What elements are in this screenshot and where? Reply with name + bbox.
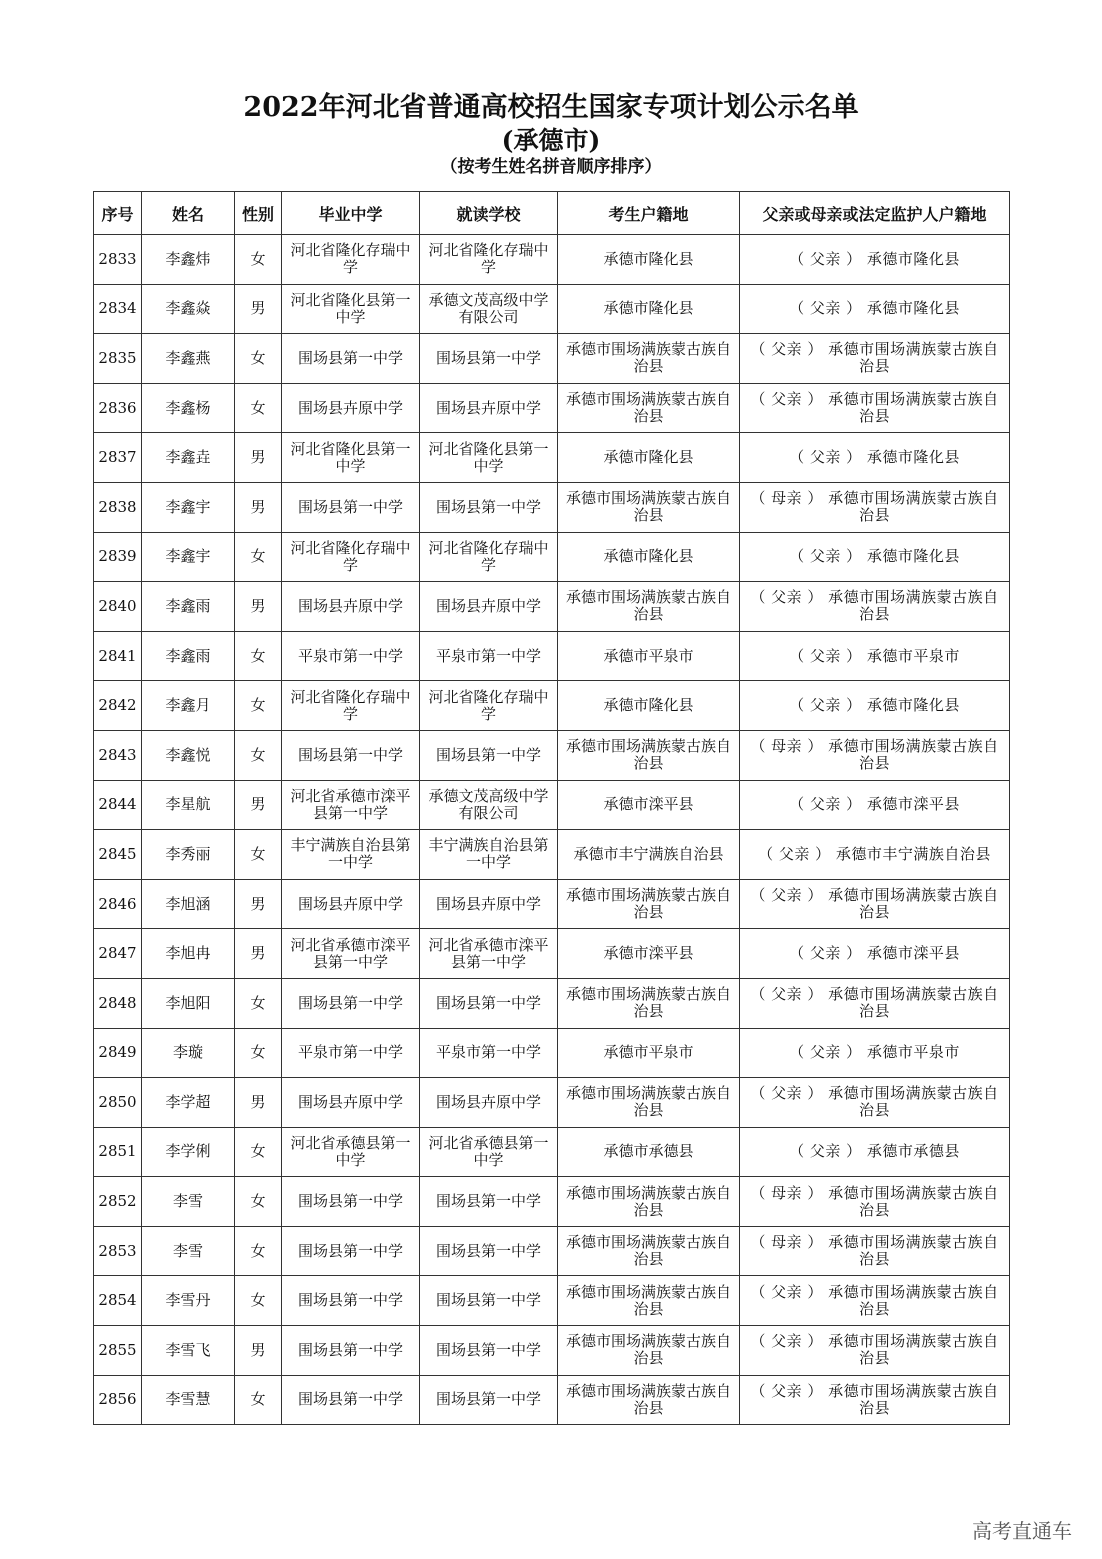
cell-household: 承德市围场满族蒙古族自治县 [558,1375,740,1425]
table-row [94,780,1010,830]
cell-gender: 女 [235,1177,282,1227]
cell-household: 承德市隆化县 [558,681,740,731]
cell-parent-household: （ 父亲 ） 承德市围场满族蒙古族自治县 [740,334,1010,384]
cell-graduation-school: 河北省隆化县第一中学 [282,284,420,334]
cell-current-school: 平泉市第一中学 [420,631,558,681]
table-row [94,1177,1010,1227]
cell-no: 2854 [94,1276,142,1326]
cell-gender: 男 [235,780,282,830]
cell-gender: 男 [235,582,282,632]
cell-name: 李鑫焱 [142,284,235,334]
table-row [94,284,1010,334]
cell-graduation-school: 河北省承德市滦平县第一中学 [282,929,420,979]
cell-no: 2838 [94,482,142,532]
cell-current-school: 河北省承德县第一中学 [420,1127,558,1177]
cell-name: 李鑫炜 [142,235,235,285]
cell-current-school: 围场县第一中学 [420,1177,558,1227]
cell-household: 承德市围场满族蒙古族自治县 [558,582,740,632]
cell-name: 李鑫垚 [142,433,235,483]
cell-no: 2843 [94,730,142,780]
cell-current-school: 围场县第一中学 [420,1276,558,1326]
cell-household: 承德市围场满族蒙古族自治县 [558,1078,740,1128]
cell-gender: 女 [235,681,282,731]
cell-no: 2853 [94,1226,142,1276]
cell-gender: 女 [235,1226,282,1276]
cell-parent-household: （ 父亲 ） 承德市滦平县 [740,780,1010,830]
cell-graduation-school: 围场县第一中学 [282,1177,420,1227]
cell-no: 2856 [94,1375,142,1425]
cell-parent-household: （ 父亲 ） 承德市平泉市 [740,1028,1010,1078]
cell-graduation-school: 围场县卉原中学 [282,582,420,632]
cell-no: 2835 [94,334,142,384]
cell-graduation-school: 围场县第一中学 [282,1226,420,1276]
cell-parent-household: （ 父亲 ） 承德市围场满族蒙古族自治县 [740,879,1010,929]
table-row [94,1078,1010,1128]
cell-parent-household: （ 父亲 ） 承德市丰宁满族自治县 [740,830,1010,880]
cell-gender: 男 [235,284,282,334]
cell-graduation-school: 河北省隆化存瑞中学 [282,235,420,285]
cell-current-school: 承德文茂高级中学有限公司 [420,284,558,334]
cell-current-school: 围场县第一中学 [420,730,558,780]
cell-household: 承德市隆化县 [558,235,740,285]
cell-current-school: 河北省隆化县第一中学 [420,433,558,483]
cell-household: 承德市围场满族蒙古族自治县 [558,1177,740,1227]
cell-no: 2848 [94,978,142,1028]
table-row [94,334,1010,384]
cell-no: 2844 [94,780,142,830]
table-row [94,582,1010,632]
cell-no: 2846 [94,879,142,929]
sort-note: （按考生姓名拼音顺序排序） [440,157,662,177]
table-row [94,929,1010,979]
cell-name: 李鑫宇 [142,482,235,532]
cell-no: 2836 [94,383,142,433]
table-row [94,879,1010,929]
cell-gender: 男 [235,929,282,979]
col-header-current-school: 就读学校 [420,192,558,235]
cell-current-school: 围场县第一中学 [420,1326,558,1376]
table-row [94,235,1010,285]
cell-current-school: 承德文茂高级中学有限公司 [420,780,558,830]
table-row [94,978,1010,1028]
cell-graduation-school: 围场县第一中学 [282,1326,420,1376]
cell-graduation-school: 围场县卉原中学 [282,879,420,929]
cell-household: 承德市围场满族蒙古族自治县 [558,730,740,780]
cell-name: 李雪 [142,1177,235,1227]
cell-household: 承德市平泉市 [558,631,740,681]
cell-current-school: 围场县第一中学 [420,1375,558,1425]
cell-name: 李雪慧 [142,1375,235,1425]
col-header-graduation-school: 毕业中学 [282,192,420,235]
cell-graduation-school: 围场县第一中学 [282,482,420,532]
cell-gender: 女 [235,334,282,384]
cell-parent-household: （ 父亲 ） 承德市围场满族蒙古族自治县 [740,1078,1010,1128]
cell-current-school: 河北省隆化存瑞中学 [420,532,558,582]
cell-no: 2852 [94,1177,142,1227]
cell-household: 承德市围场满族蒙古族自治县 [558,879,740,929]
cell-no: 2847 [94,929,142,979]
cell-gender: 男 [235,1326,282,1376]
cell-name: 李学俐 [142,1127,235,1177]
cell-graduation-school: 河北省隆化存瑞中学 [282,532,420,582]
cell-parent-household: （ 父亲 ） 承德市隆化县 [740,433,1010,483]
cell-current-school: 河北省隆化存瑞中学 [420,681,558,731]
cell-gender: 女 [235,1127,282,1177]
cell-household: 承德市承德县 [558,1127,740,1177]
cell-no: 2849 [94,1028,142,1078]
cell-current-school: 围场县卉原中学 [420,383,558,433]
cell-household: 承德市隆化县 [558,532,740,582]
cell-household: 承德市滦平县 [558,780,740,830]
cell-gender: 女 [235,383,282,433]
cell-parent-household: （ 母亲 ） 承德市围场满族蒙古族自治县 [740,482,1010,532]
cell-no: 2841 [94,631,142,681]
cell-household: 承德市滦平县 [558,929,740,979]
table-row [94,1276,1010,1326]
cell-parent-household: （ 父亲 ） 承德市隆化县 [740,284,1010,334]
cell-no: 2839 [94,532,142,582]
col-header-household: 考生户籍地 [558,192,740,235]
table-row [94,383,1010,433]
cell-household: 承德市围场满族蒙古族自治县 [558,978,740,1028]
cell-parent-household: （ 父亲 ） 承德市围场满族蒙古族自治县 [740,1326,1010,1376]
cell-household: 承德市围场满族蒙古族自治县 [558,1276,740,1326]
table-row [94,1326,1010,1376]
cell-gender: 女 [235,631,282,681]
cell-parent-household: （ 父亲 ） 承德市围场满族蒙古族自治县 [740,1375,1010,1425]
cell-graduation-school: 围场县卉原中学 [282,383,420,433]
cell-name: 李旭阳 [142,978,235,1028]
col-header-gender: 性别 [235,192,282,235]
cell-graduation-school: 丰宁满族自治县第一中学 [282,830,420,880]
cell-current-school: 丰宁满族自治县第一中学 [420,830,558,880]
cell-no: 2842 [94,681,142,731]
cell-parent-household: （ 父亲 ） 承德市围场满族蒙古族自治县 [740,383,1010,433]
cell-name: 李雪丹 [142,1276,235,1326]
cell-current-school: 围场县第一中学 [420,978,558,1028]
cell-gender: 女 [235,1028,282,1078]
cell-gender: 男 [235,1078,282,1128]
cell-current-school: 河北省承德市滦平县第一中学 [420,929,558,979]
cell-name: 李璇 [142,1028,235,1078]
cell-no: 2845 [94,830,142,880]
table-row [94,1127,1010,1177]
cell-graduation-school: 河北省隆化县第一中学 [282,433,420,483]
cell-household: 承德市丰宁满族自治县 [558,830,740,880]
cell-current-school: 围场县卉原中学 [420,879,558,929]
cell-parent-household: （ 母亲 ） 承德市围场满族蒙古族自治县 [740,1177,1010,1227]
cell-parent-household: （ 父亲 ） 承德市承德县 [740,1127,1010,1177]
cell-name: 李鑫雨 [142,631,235,681]
cell-current-school: 围场县第一中学 [420,482,558,532]
cell-gender: 女 [235,532,282,582]
cell-parent-household: （ 父亲 ） 承德市围场满族蒙古族自治县 [740,582,1010,632]
cell-gender: 女 [235,978,282,1028]
cell-name: 李鑫燕 [142,334,235,384]
cell-name: 李星航 [142,780,235,830]
table-row [94,681,1010,731]
cell-parent-household: （ 母亲 ） 承德市围场满族蒙古族自治县 [740,730,1010,780]
cell-name: 李秀丽 [142,830,235,880]
cell-current-school: 围场县卉原中学 [420,1078,558,1128]
table-row [94,631,1010,681]
cell-graduation-school: 河北省承德县第一中学 [282,1127,420,1177]
cell-current-school: 河北省隆化存瑞中学 [420,235,558,285]
cell-no: 2837 [94,433,142,483]
col-header-name: 姓名 [142,192,235,235]
cell-name: 李鑫月 [142,681,235,731]
cell-gender: 男 [235,433,282,483]
cell-gender: 男 [235,879,282,929]
cell-name: 李鑫悦 [142,730,235,780]
cell-parent-household: （ 父亲 ） 承德市隆化县 [740,681,1010,731]
cell-no: 2834 [94,284,142,334]
table-row [94,1028,1010,1078]
cell-household: 承德市围场满族蒙古族自治县 [558,334,740,384]
cell-gender: 女 [235,1276,282,1326]
cell-gender: 女 [235,1375,282,1425]
cell-name: 李旭冉 [142,929,235,979]
cell-name: 李鑫宇 [142,532,235,582]
cell-graduation-school: 围场县卉原中学 [282,1078,420,1128]
cell-name: 李鑫杨 [142,383,235,433]
watermark: 高考直通车 [972,1519,1072,1543]
cell-household: 承德市围场满族蒙古族自治县 [558,1226,740,1276]
cell-gender: 女 [235,235,282,285]
cell-gender: 男 [235,482,282,532]
cell-parent-household: （ 父亲 ） 承德市围场满族蒙古族自治县 [740,1276,1010,1326]
cell-parent-household: （ 父亲 ） 承德市围场满族蒙古族自治县 [740,978,1010,1028]
table-row [94,482,1010,532]
cell-graduation-school: 河北省承德市滦平县第一中学 [282,780,420,830]
document-title: 2022年河北省普通高校招生国家专项计划公示名单 [243,92,859,123]
cell-household: 承德市隆化县 [558,284,740,334]
col-header-parent-household: 父亲或母亲或法定监护人户籍地 [740,192,1010,235]
cell-name: 李雪飞 [142,1326,235,1376]
cell-parent-household: （ 父亲 ） 承德市隆化县 [740,532,1010,582]
cell-name: 李学超 [142,1078,235,1128]
cell-parent-household: （ 父亲 ） 承德市隆化县 [740,235,1010,285]
cell-no: 2850 [94,1078,142,1128]
cell-no: 2840 [94,582,142,632]
table-row [94,532,1010,582]
cell-parent-household: （ 父亲 ） 承德市滦平县 [740,929,1010,979]
cell-name: 李鑫雨 [142,582,235,632]
cell-current-school: 平泉市第一中学 [420,1028,558,1078]
cell-no: 2851 [94,1127,142,1177]
cell-parent-household: （ 母亲 ） 承德市围场满族蒙古族自治县 [740,1226,1010,1276]
cell-graduation-school: 围场县第一中学 [282,978,420,1028]
table-row [94,1226,1010,1276]
cell-household: 承德市围场满族蒙古族自治县 [558,383,740,433]
cell-no: 2833 [94,235,142,285]
cell-graduation-school: 平泉市第一中学 [282,1028,420,1078]
cell-household: 承德市围场满族蒙古族自治县 [558,1326,740,1376]
cell-name: 李雪 [142,1226,235,1276]
cell-name: 李旭涵 [142,879,235,929]
cell-no: 2855 [94,1326,142,1376]
cell-graduation-school: 河北省隆化存瑞中学 [282,681,420,731]
col-header-no: 序号 [94,192,142,235]
cell-graduation-school: 围场县第一中学 [282,1276,420,1326]
table-row [94,830,1010,880]
table-row [94,1375,1010,1425]
document-subtitle: (承德市) [501,126,601,155]
cell-parent-household: （ 父亲 ） 承德市平泉市 [740,631,1010,681]
cell-household: 承德市平泉市 [558,1028,740,1078]
cell-household: 承德市围场满族蒙古族自治县 [558,482,740,532]
cell-current-school: 围场县卉原中学 [420,582,558,632]
cell-household: 承德市隆化县 [558,433,740,483]
cell-current-school: 围场县第一中学 [420,1226,558,1276]
cell-graduation-school: 平泉市第一中学 [282,631,420,681]
cell-gender: 女 [235,830,282,880]
cell-gender: 女 [235,730,282,780]
roster-table [93,191,1010,1425]
table-row [94,730,1010,780]
header-row [94,192,1010,235]
table-row [94,433,1010,483]
cell-graduation-school: 围场县第一中学 [282,730,420,780]
roster-body [94,235,1010,1425]
cell-current-school: 围场县第一中学 [420,334,558,384]
cell-graduation-school: 围场县第一中学 [282,1375,420,1425]
cell-graduation-school: 围场县第一中学 [282,334,420,384]
